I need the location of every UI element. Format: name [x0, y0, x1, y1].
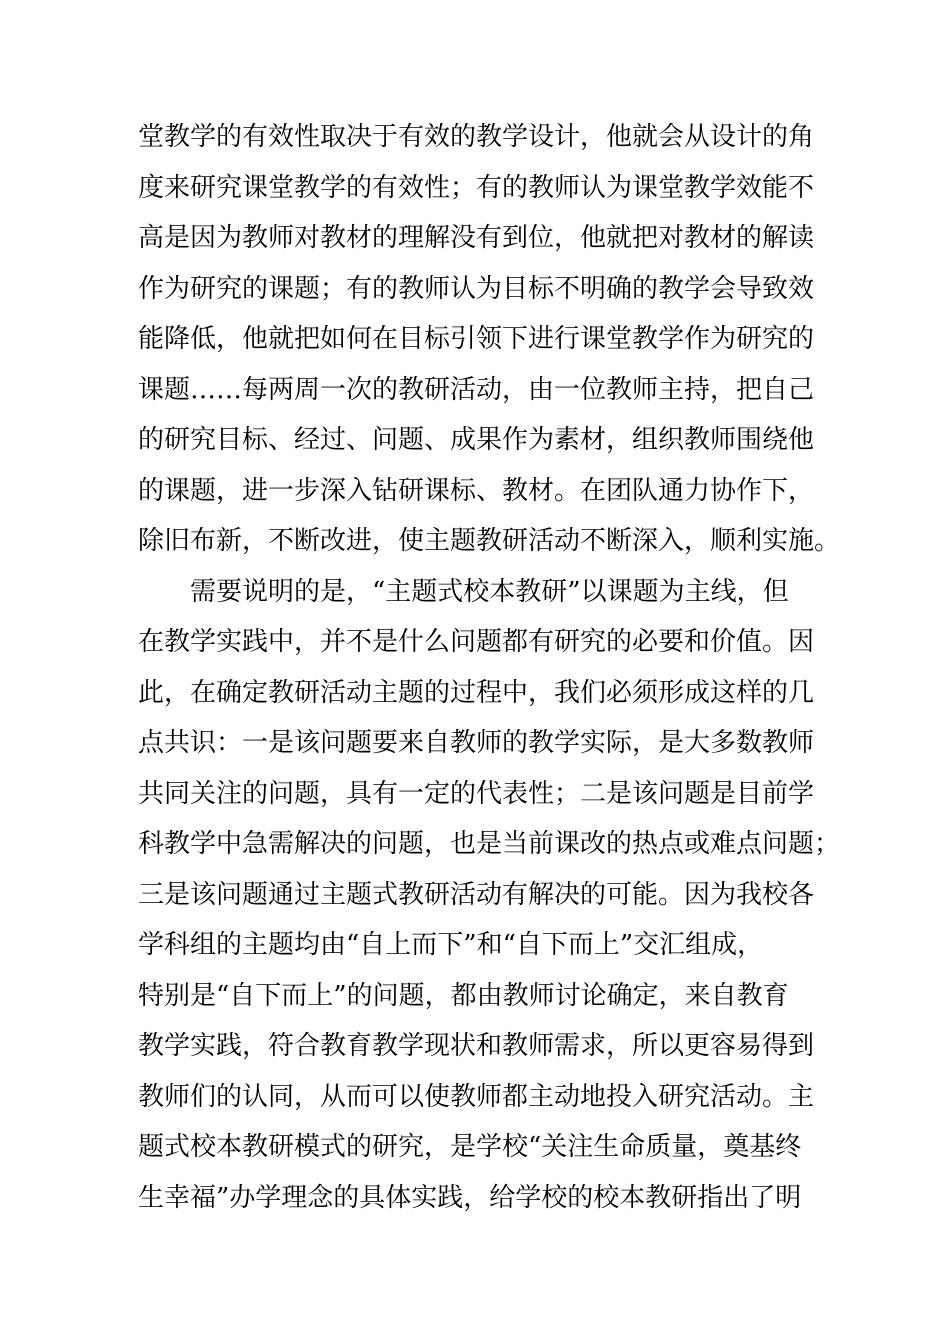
paragraph-start-line: 需要说明的是，“主题式校本教研”以课题为主线，但: [190, 576, 789, 607]
text-line-6: 课题……每两周一次的教研活动，由一位教师主持，把自己: [138, 374, 815, 405]
text-line-12: 此，在确定教研活动主题的过程中，我们必须形成这样的几: [138, 677, 815, 708]
text-line-16: 三是该问题通过主题式教研活动有解决的可能。因为我校各: [138, 879, 815, 910]
text-line-4: 作为研究的课题；有的教师认为目标不明确的教学会导致效: [138, 273, 815, 304]
text-line-11: 在教学实践中，并不是什么问题都有研究的必要和价值。因: [138, 627, 815, 657]
text-line-1: 堂教学的有效性取决于有效的教学设计，他就会从设计的角: [138, 122, 815, 152]
text-line-21: 题式校本教研模式的研究，是学校“关注生命质量，奠基终: [138, 1132, 802, 1162]
text-line-8: 的课题，进一步深入钻研课标、教材。在团队通力协作下，: [138, 475, 815, 506]
text-line-7: 的研究目标、经过、问题、成果作为素材，组织教师围绕他: [138, 425, 815, 455]
text-line-9: 除旧布新，不断改进，使主题教研活动不断深入，顺利实施。: [138, 526, 841, 556]
text-line-20: 教师们的认同，从而可以使教师都主动地投入研究活动。主: [138, 1081, 815, 1112]
text-line-17: 学科组的主题均由“自上而下”和“自下而上”交汇组成，: [138, 930, 764, 960]
text-line-5: 能降低，他就把如何在目标引领下进行课堂教学作为研究的: [138, 324, 815, 354]
body-text: [138, 112, 841, 1223]
text-line-14: 共同关注的问题，具有一定的代表性；二是该问题是目前学: [138, 778, 815, 809]
text-line-22: 生幸福”办学理念的具体实践，给学校的校本教研指出了明: [138, 1182, 802, 1213]
text-line-3: 高是因为教师对教材的理解没有到位，他就把对教材的解读: [138, 223, 815, 253]
text-line-2: 度来研究课堂教学的有效性；有的教师认为课堂教学效能不: [138, 172, 815, 203]
text-line-15: 科教学中急需解决的问题，也是当前课改的热点或难点问题；: [138, 829, 841, 859]
text-line-19: 教学实践，符合教育教学现状和教师需求，所以更容易得到: [138, 1031, 815, 1061]
text-line-13: 点共识：一是该问题要来自教师的教学实际，是大多数教师: [138, 728, 815, 758]
text-line-18: 特别是“自下而上”的问题，都由教师讨论确定，来自教育: [138, 980, 789, 1011]
